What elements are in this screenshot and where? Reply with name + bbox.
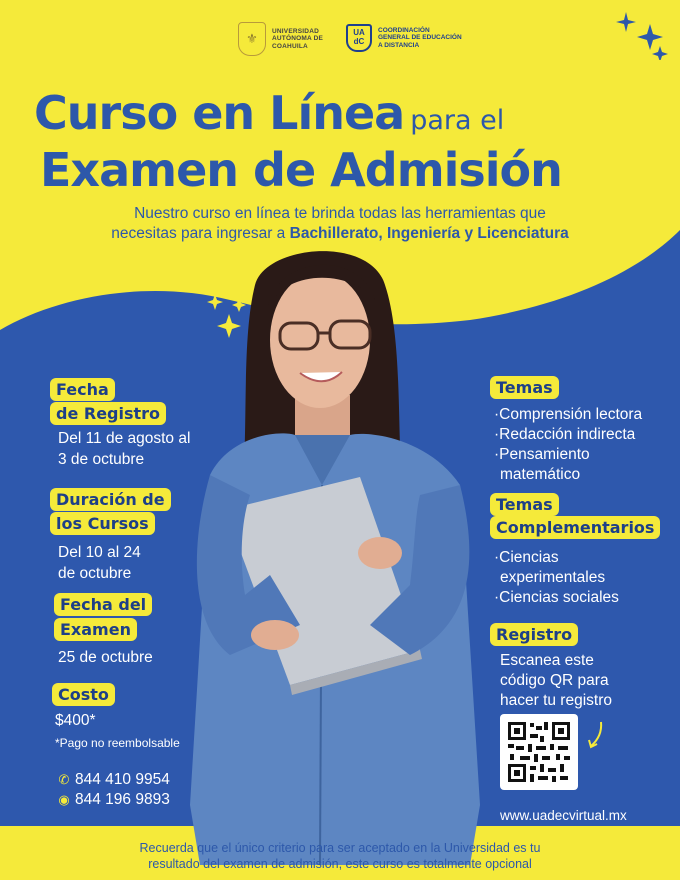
complementarios-label-1: Temas (490, 493, 559, 516)
subtitle (30, 204, 650, 244)
logo-line: COORDINACIÓN (378, 26, 430, 34)
stars-icon (612, 10, 672, 60)
complementarios-item: ·Ciencias (494, 549, 559, 566)
uadec-logo (238, 22, 323, 56)
footer-line1: Recuerda que el único criterio para ser aceptado en la Universidad es tu (139, 841, 541, 855)
duracion-label-1: Duración de (50, 488, 171, 511)
examen-label-1: Fecha del (54, 593, 152, 616)
registro-date-text-2: 3 de octubre (58, 451, 145, 468)
whatsapp-icon: ◉ (58, 792, 70, 807)
university-seal-icon: ⚜ (238, 22, 266, 56)
examen-label-2: Examen (54, 618, 137, 641)
title-main: Curso en Línea (34, 86, 405, 140)
qr-code-icon (500, 714, 578, 790)
website-link[interactable]: www.uadecvirtual.mx (500, 808, 627, 823)
subtitle-prefix: necesitas para ingresar a (111, 225, 290, 242)
badge-line: UA (353, 28, 365, 37)
footer-note (40, 840, 640, 872)
registro-text: Escanea este (500, 652, 594, 669)
phone-2[interactable] (57, 790, 170, 810)
logo-line: GENERAL DE EDUCACIÓN (378, 34, 462, 42)
duracion-text-1: Del 10 al 24 (58, 544, 141, 561)
examen-date-text: 25 de octubre (58, 649, 153, 666)
phone-1-number: 844 410 9954 (75, 771, 170, 788)
subtitle-line1: Nuestro curso en línea te brinda todas las herramientas que (134, 205, 546, 222)
phone-1[interactable] (57, 770, 170, 790)
phone-2-number: 844 196 9893 (75, 791, 170, 808)
complementarios-item: ·Ciencias sociales (494, 589, 619, 606)
qr-code[interactable] (500, 714, 578, 790)
temas-item: matemático (500, 466, 581, 483)
registro-label: Registro (490, 623, 578, 646)
logo-line: COAHUILA (272, 42, 308, 50)
logo-line: AUTÓNOMA DE (272, 35, 324, 43)
student-photo (170, 245, 500, 865)
registro-date-label-2: de Registro (50, 402, 166, 425)
badge-line: dC (353, 36, 365, 46)
temas-label: Temas (490, 376, 559, 399)
uadec-badge-icon (346, 24, 372, 52)
duracion-text-2: de octubre (58, 565, 132, 582)
logo-line: A DISTANCIA (378, 41, 420, 49)
duracion-label-2: los Cursos (50, 512, 155, 535)
costo-label: Costo (52, 683, 115, 706)
subtitle-bold: Bachillerato, Ingeniería y Licenciatura (289, 225, 569, 242)
complementarios-item: experimentales (500, 569, 606, 586)
registro-date-text-1: Del 11 de agosto al (58, 430, 191, 447)
temas-item: ·Redacción indirecta (494, 426, 636, 443)
registro-date-label-1: Fecha (50, 378, 115, 401)
cgead-logo (346, 24, 462, 52)
temas-item: ·Pensamiento (494, 446, 590, 463)
page-title-line1 (34, 86, 504, 140)
footer-line2: resultado del examen de admisión, este curso es totalmente opcional (148, 857, 532, 871)
costo-value: $400* (55, 712, 96, 729)
costo-note: *Pago no reembolsable (55, 736, 180, 750)
title-small: para el (410, 105, 505, 136)
subtitle-line2 (30, 224, 650, 244)
registro-text: hacer tu registro (500, 692, 612, 709)
arrow-icon (586, 720, 606, 750)
logo-line: UNIVERSIDAD (272, 27, 319, 35)
registro-text: código QR para (500, 672, 609, 689)
phone-icon: ✆ (58, 772, 70, 787)
temas-item: ·Comprensión lectora (494, 406, 643, 423)
complementarios-label-2: Complementarios (490, 516, 660, 539)
page-title-line2: Examen de Admisión (40, 143, 562, 197)
